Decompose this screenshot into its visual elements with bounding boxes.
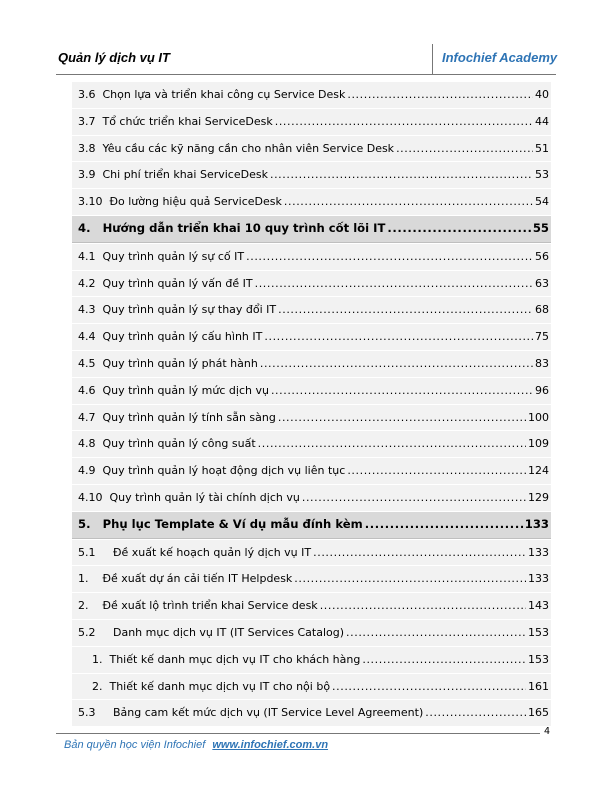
toc-entry[interactable]	[72, 135, 551, 162]
toc-entry[interactable]	[72, 673, 551, 700]
toc-entry[interactable]	[72, 323, 551, 350]
toc-dot-leader	[425, 700, 526, 726]
toc-entry-title: 4.5 Quy trình quản lý phát hành	[78, 356, 258, 370]
toc-entry-title: 4.4 Quy trình quản lý cấu hình IT	[78, 330, 263, 344]
toc-entry[interactable]	[72, 296, 551, 323]
toc-dot-leader	[302, 485, 526, 511]
table-of-contents	[72, 81, 551, 726]
toc-page-number: 133	[528, 572, 549, 586]
toc-dot-leader	[264, 324, 533, 350]
toc-entry[interactable]	[72, 592, 551, 619]
footer-copyright: Bản quyền học viện Infochief	[64, 739, 206, 751]
toc-page-number: 44	[535, 114, 549, 128]
toc-entry-title: 3.10 Đo lường hiệu quả ServiceDesk	[78, 195, 282, 209]
toc-entry[interactable]	[72, 81, 551, 108]
toc-dot-leader	[260, 351, 533, 377]
toc-page-number: 53	[535, 168, 549, 182]
toc-page-number: 75	[535, 330, 549, 344]
toc-page-number: 161	[528, 679, 549, 693]
toc-page-number: 96	[535, 383, 549, 397]
toc-entry-title: 4.10 Quy trình quản lý tài chính dịch vụ	[78, 490, 300, 504]
toc-entry[interactable]	[72, 350, 551, 377]
toc-dot-leader	[346, 620, 526, 646]
toc-dot-leader	[362, 647, 526, 673]
toc-entry-title: 1. Đề xuất dự án cải tiến IT Helpdesk	[78, 572, 293, 586]
toc-dot-leader	[258, 431, 526, 457]
toc-page-number: 153	[528, 625, 549, 639]
toc-entry-title: 1. Thiết kế danh mục dịch vụ IT cho khách hàng	[92, 652, 361, 666]
toc-entry-title: 4.7 Quy trình quản lý tính sẵn sàng	[78, 410, 276, 424]
footer-website-link[interactable]: www.infochief.com.vn	[212, 739, 329, 751]
toc-entry[interactable]	[72, 270, 551, 297]
toc-entry[interactable]	[72, 161, 551, 188]
toc-dot-leader	[332, 674, 526, 700]
toc-page-number: 109	[528, 437, 549, 451]
toc-entry[interactable]	[72, 646, 551, 673]
toc-entry-title: 4. Hướng dẫn triển khai 10 quy trình cốt lõi IT	[78, 220, 386, 235]
toc-dot-leader	[347, 458, 526, 484]
toc-page-number: 54	[535, 195, 549, 209]
toc-dot-leader	[278, 297, 533, 323]
toc-entry[interactable]	[72, 539, 551, 566]
toc-entry-title: 4.6 Quy trình quản lý mức dịch vụ	[78, 383, 269, 397]
toc-entry-title: 4.3 Quy trình quản lý sự thay đổi IT	[78, 303, 277, 317]
page-number: 4	[544, 726, 551, 737]
header-title: Quản lý dịch vụ IT	[58, 50, 170, 65]
toc-entry-title: 4.8 Quy trình quản lý công suất	[78, 437, 256, 451]
toc-dot-leader	[294, 566, 526, 592]
toc-entry-title: 4.2 Quy trình quản lý vấn đề IT	[78, 276, 253, 290]
header-brand: Infochief Academy	[442, 50, 558, 65]
toc-chapter-entry[interactable]	[72, 215, 551, 243]
toc-page-number: 55	[532, 220, 549, 235]
toc-page-number: 63	[535, 276, 549, 290]
toc-dot-leader	[284, 189, 533, 215]
toc-entry-title: 4.9 Quy trình quản lý hoạt động dịch vụ liên tục	[78, 464, 346, 478]
toc-entry-title: 4.1 Quy trình quản lý sự cố IT	[78, 249, 245, 263]
toc-page-number: 124	[528, 464, 549, 478]
toc-entry-title: 5.1 Đề xuất kế hoạch quản lý dịch vụ IT	[78, 545, 312, 559]
toc-dot-leader	[275, 109, 533, 135]
toc-dot-leader	[246, 244, 533, 270]
toc-page-number: 133	[528, 545, 549, 559]
toc-dot-leader	[271, 378, 533, 404]
toc-entry-title: 3.6 Chọn lựa và triển khai công cụ Service Desk	[78, 88, 346, 101]
toc-dot-leader	[255, 271, 533, 297]
toc-dot-leader	[313, 540, 526, 566]
toc-entry[interactable]	[72, 484, 551, 511]
toc-entry[interactable]	[72, 404, 551, 431]
toc-page-number: 56	[535, 249, 549, 263]
toc-page-number: 143	[528, 599, 549, 613]
toc-entry[interactable]	[72, 430, 551, 457]
toc-page-number: 68	[535, 303, 549, 317]
toc-entry-title: 5. Phụ lục Template & Ví dụ mẫu đính kèm	[78, 516, 363, 531]
toc-entry[interactable]	[72, 377, 551, 404]
footer-rule	[56, 733, 540, 734]
toc-dot-leader	[396, 136, 533, 162]
toc-page-number: 165	[528, 706, 549, 720]
toc-entry-title: 2. Thiết kế danh mục dịch vụ IT cho nội bộ	[92, 679, 331, 693]
toc-page-number: 153	[528, 652, 549, 666]
toc-page-number: 51	[535, 141, 549, 155]
toc-entry-title: 5.3 Bảng cam kết mức dịch vụ (IT Service Level Agreement)	[78, 706, 424, 720]
toc-entry-title: 3.9 Chi phí triển khai ServiceDesk	[78, 168, 268, 182]
toc-entry[interactable]	[72, 188, 551, 215]
toc-entry[interactable]	[72, 243, 551, 270]
toc-dot-leader	[347, 82, 533, 108]
toc-dot-leader	[270, 162, 533, 188]
toc-page-number: 133	[524, 516, 549, 531]
toc-entry[interactable]	[72, 565, 551, 592]
toc-dot-leader	[387, 216, 530, 242]
toc-page-number: 129	[528, 490, 549, 504]
toc-dot-leader	[365, 512, 523, 538]
toc-chapter-entry[interactable]	[72, 511, 551, 539]
toc-entry-title: 3.8 Yêu cầu các kỹ năng cần cho nhân viên Service Desk	[78, 141, 395, 155]
header-rule	[56, 74, 556, 75]
toc-page-number: 100	[528, 410, 549, 424]
toc-entry-title: 5.2 Danh mục dịch vụ IT (IT Services Catalog)	[78, 625, 345, 639]
header-separator	[432, 44, 433, 74]
toc-entry[interactable]	[72, 457, 551, 484]
footer	[64, 739, 328, 751]
toc-entry[interactable]	[72, 699, 551, 726]
toc-page-number: 40	[535, 88, 549, 101]
toc-entry[interactable]	[72, 108, 551, 135]
toc-dot-leader	[320, 593, 526, 619]
toc-entry[interactable]	[72, 619, 551, 646]
toc-page-number: 83	[535, 356, 549, 370]
toc-entry-title: 3.7 Tổ chức triển khai ServiceDesk	[78, 114, 273, 128]
toc-entry-title: 2. Đề xuất lộ trình triển khai Service desk	[78, 599, 318, 613]
toc-dot-leader	[278, 405, 526, 431]
